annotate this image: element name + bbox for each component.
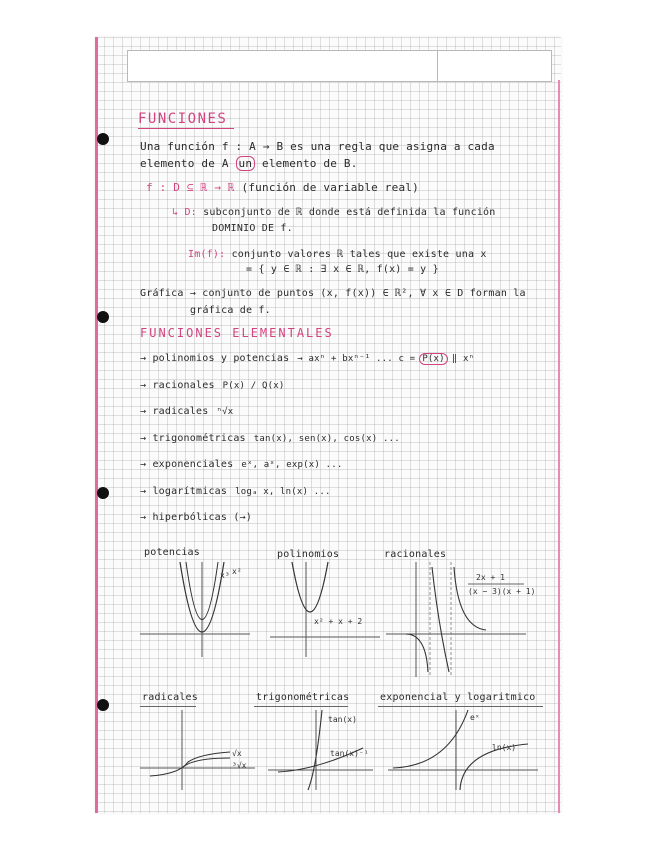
- title-underline: [138, 128, 234, 129]
- definition-line-2c: elemento de B.: [262, 157, 358, 170]
- graph-definition-line-2: gráfica de f.: [190, 305, 271, 316]
- elementales-row: [140, 486, 331, 497]
- label-racional-num: 2x + 1: [476, 573, 505, 582]
- elementales-tail: ‖ xⁿ: [451, 354, 475, 364]
- label-arctan: tan(x)⁻¹: [330, 749, 369, 758]
- page-header-box: [127, 50, 552, 82]
- elementales-name: polinomios y potencias: [152, 353, 290, 364]
- underline-trig: [254, 706, 348, 707]
- elementales-expr: logₐ x, ln(x) ...: [235, 486, 331, 497]
- label-x3: x³: [220, 571, 230, 580]
- definition-highlight-un: un: [236, 156, 256, 171]
- elementales-name: exponenciales: [152, 459, 234, 470]
- arrow-icon: →: [140, 485, 153, 497]
- arrow-icon: →: [140, 432, 153, 444]
- graph-title-potencias: potencias: [144, 547, 200, 558]
- page-right-margin-line: [558, 80, 560, 813]
- elementales-row: [140, 406, 233, 417]
- binder-hole: [97, 311, 109, 323]
- page-left-edge: [95, 37, 98, 813]
- label-sqrt: √x: [232, 749, 242, 758]
- graph-potencias: [140, 562, 250, 657]
- label-ln: ln(x): [492, 743, 517, 752]
- elementales-expr: tan(x), sen(x), cos(x) ...: [253, 433, 400, 444]
- image-label: Im(f):: [188, 249, 226, 260]
- underline-exp-log: [378, 706, 543, 707]
- graph-title-radicales: radicales: [142, 692, 198, 703]
- arrow-icon: →: [140, 406, 153, 417]
- graph-title-trigonometricas: trigonométricas: [256, 692, 350, 703]
- label-x2: x²: [232, 567, 242, 576]
- elementales-row: [140, 512, 260, 523]
- definition-line-2a: elemento de A: [140, 157, 229, 170]
- label-racional-den: (x − 3)(x + 1): [468, 587, 536, 596]
- label-poly: x² + x + 2: [314, 617, 363, 626]
- image-line-1: [188, 249, 487, 260]
- graph-radicales: [140, 710, 255, 790]
- elementales-row: [140, 380, 284, 391]
- graph-exp-log: [388, 710, 538, 790]
- graph-text: conjunto de puntos (x, f(x)) ∈ ℝ², ∀ x ∈ D forman la: [202, 288, 526, 299]
- graph-title-racionales: racionales: [384, 549, 447, 560]
- arrow-icon: →: [140, 459, 153, 470]
- arrow-icon: →: [140, 512, 153, 523]
- elementales-boxed: P(x): [419, 353, 447, 365]
- underline-radicales: [140, 706, 196, 707]
- label-exp: eˣ: [470, 713, 480, 722]
- domain-text: subconjunto de ℝ donde está definida la función: [203, 207, 496, 218]
- image-text: conjunto valores ℝ tales que existe una x: [231, 249, 487, 260]
- elementales-name: logarítmicas: [152, 485, 228, 497]
- image-line-2: = { y ∈ ℝ : ∃ x ∈ ℝ, f(x) = y }: [246, 264, 439, 275]
- function-notation-note: (función de variable real): [241, 181, 419, 194]
- graph-title-polinomios: polinomios: [277, 549, 340, 560]
- function-notation: [146, 181, 419, 194]
- binder-hole: [97, 133, 109, 145]
- elementales-name: racionales: [152, 379, 215, 391]
- domain-label: ↳ D:: [172, 207, 197, 218]
- elementales-row: [140, 353, 474, 364]
- graph-definition-line-1: [140, 288, 526, 299]
- elementales-expr: ⁿ√x: [216, 407, 234, 417]
- graph-trigonometricas: [268, 710, 373, 790]
- section-title-elementales: FUNCIONES ELEMENTALES: [140, 326, 334, 340]
- domain-line-1: [172, 207, 496, 218]
- binder-hole: [97, 487, 109, 499]
- definition-line-2: [140, 157, 358, 170]
- label-cbrt: ³√x: [232, 761, 247, 770]
- elementales-row: [140, 433, 400, 444]
- elementales-expr: eˣ, aˣ, exp(x) ...: [241, 460, 343, 470]
- page-title: FUNCIONES: [138, 111, 228, 127]
- elementales-expr: P(x) / Q(x): [222, 380, 285, 391]
- arrow-icon: →: [140, 353, 153, 364]
- function-notation-formula: f : D ⊆ ℝ → ℝ: [146, 181, 235, 194]
- graph-racionales: [386, 562, 536, 677]
- binder-hole: [97, 699, 109, 711]
- elementales-expr: → axⁿ + bxⁿ⁻¹ ... c =: [297, 354, 416, 364]
- definition-line-1: Una función f : A → B es una regla que asigna a cada: [140, 140, 495, 153]
- label-tan: tan(x): [328, 715, 357, 724]
- graph-label: Gráfica →: [140, 288, 196, 299]
- elementales-name: trigonométricas: [152, 432, 246, 444]
- graph-polinomios: [270, 562, 380, 657]
- elementales-name: hiperbólicas (→): [152, 512, 252, 523]
- elementales-row: [140, 459, 342, 470]
- arrow-icon: →: [140, 379, 153, 391]
- domain-line-2: DOMINIO DE f.: [212, 223, 293, 234]
- graph-title-exp-log: exponencial y logaritmico: [380, 692, 536, 703]
- elementales-name: radicales: [152, 406, 209, 417]
